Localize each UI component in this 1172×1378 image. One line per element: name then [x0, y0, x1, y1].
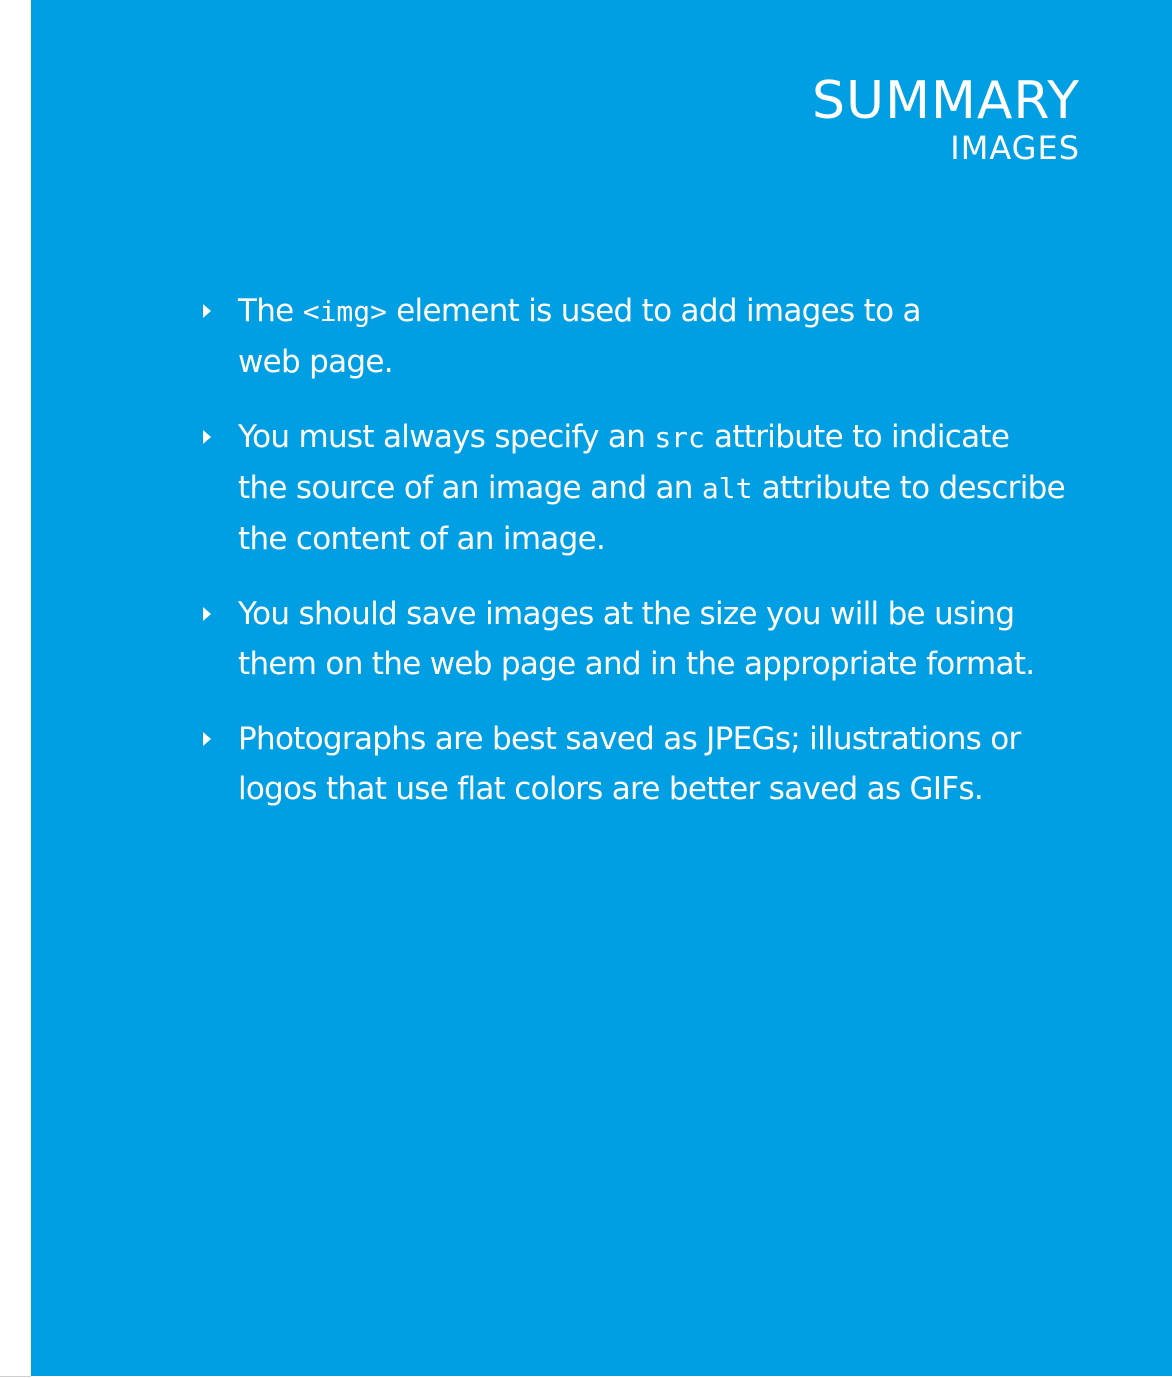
summary-text: Photographs are best saved as JPEGs; illustrations or logos that use flat colors are better saved as GIFs. — [238, 721, 1021, 807]
summary-item-save-size — [198, 589, 1098, 689]
summary-text: You must always specify an src attribute to indicate the source of an image and an alt attribute to describe the content of an image. — [238, 419, 1065, 557]
code-snippet: alt — [701, 472, 753, 505]
bullet-arrow-icon — [203, 430, 211, 444]
summary-item-formats — [198, 714, 1098, 814]
bullet-arrow-icon — [203, 304, 211, 318]
bullet-arrow-icon — [203, 732, 211, 746]
page-bottom-rule — [0, 1376, 31, 1377]
code-snippet: <img> — [302, 295, 388, 328]
summary-list — [198, 286, 1098, 839]
summary-item-src-alt — [198, 412, 1098, 564]
page-title: SUMMARY — [812, 71, 1080, 131]
page-subtitle: IMAGES — [950, 129, 1080, 167]
summary-item-img-element — [198, 286, 1098, 387]
summary-text: You should save images at the size you will be using them on the web page and in the appropriate format. — [238, 596, 1035, 682]
bullet-arrow-icon — [203, 607, 211, 621]
code-snippet: src — [654, 421, 705, 454]
summary-text: The <img> element is used to add images to a web page. — [238, 293, 921, 380]
page-header — [812, 70, 1080, 168]
